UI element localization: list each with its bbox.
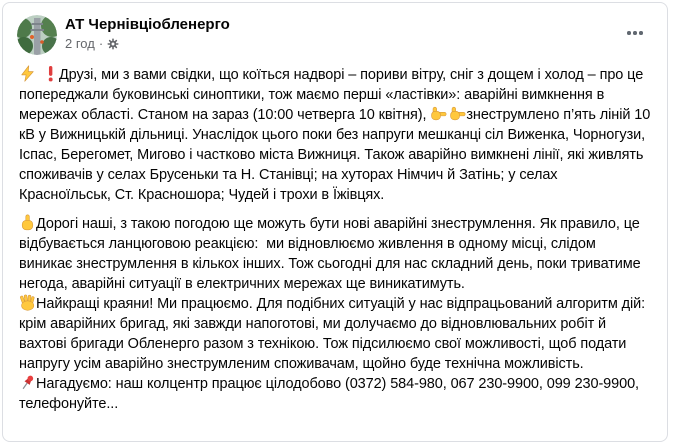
post-text-segment: Нагадуємо: наш колцентр працює цілодобово (0372) 584-980, 067 230-9900, 099 230-9900, телефонуйте... [19,376,643,412]
post-paragraph [19,65,655,205]
separator-dot: · [98,36,104,51]
more-options-button[interactable] [619,17,651,49]
pushpin-emoji-icon [19,374,36,391]
red-exclamation-emoji-icon [42,65,59,82]
ellipsis-icon [627,31,631,35]
post-text-segment: Найкращі краяни! Ми працюємо. Для подібних ситуацій у нас відпрацьований алгоритм дій: крім аварійних бригад, які завжди напоготові, ми долучаємо до відновлювальних робіт й вахтові бригади Обленерго разом з технікою. Тож підсилюємо свої можливості, щоб подати напругу усім аварійно знеструмленим споживачам, щойно буде технічна можливість. [19,296,649,372]
post-text-segment: знеструмлено п’ять ліній 10 кВ у Вижницькій дільниці. Унаслідок цього поки без напруги мешканці сіл Виженка, Чорногузи, Іспас, Берегомет, Мигово і частково міста Вижниця. Також аварійно вимкнені лінії, які живлять споживачів у селах Брусеньки та Н. Станівці; на хуторах Німчич й Затінь; у селах Красноїльськ, Ст. Красношора; Чудей і трохи в Їжівцях. [19,107,655,203]
post-body [3,59,667,414]
post-header [3,3,667,59]
point-up-emoji-icon [19,214,36,231]
post-meta [65,15,619,52]
post-paragraph [19,374,651,414]
point-right-emoji-icon [430,105,447,122]
author-name[interactable]: АТ Чернівціобленерго [65,16,230,33]
lightning-emoji-icon [19,65,36,82]
point-right-emoji-icon [449,105,466,122]
facebook-post-card [2,2,668,442]
avatar-photo [17,15,57,55]
timestamp[interactable]: 2 год [65,36,95,51]
avatar[interactable] [17,15,57,55]
post-text-segment: Друзі, ми з вами свідки, що коїться надворі – пориви вітру, сніг з дощем і холод – про це попереджали буковинські синоптики, тож маємо перші «ластівки»: аварійні вимкнення в мережах області. Станом на зараз (10:00 четверга 10 квітня), [19,67,648,123]
post-paragraph [19,214,651,294]
timestamp-row [65,36,619,52]
post-text-segment: Дорогі наші, з такою погодою ще можуть бути нові аварійні знеструмлення. Як правило, це відбувається ланцюговою реакцією: ми відновлюємо живлення в одному місці, слідом виникає знеструмлення в кількох інших. Тож сьогодні для нас складний день, поки триватиме негода, аварійні ситуації в електричних мережах ще виникатимуть. [19,216,645,292]
gear-icon [107,38,119,50]
post-paragraph [19,294,651,374]
waving-hand-emoji-icon [19,294,36,311]
